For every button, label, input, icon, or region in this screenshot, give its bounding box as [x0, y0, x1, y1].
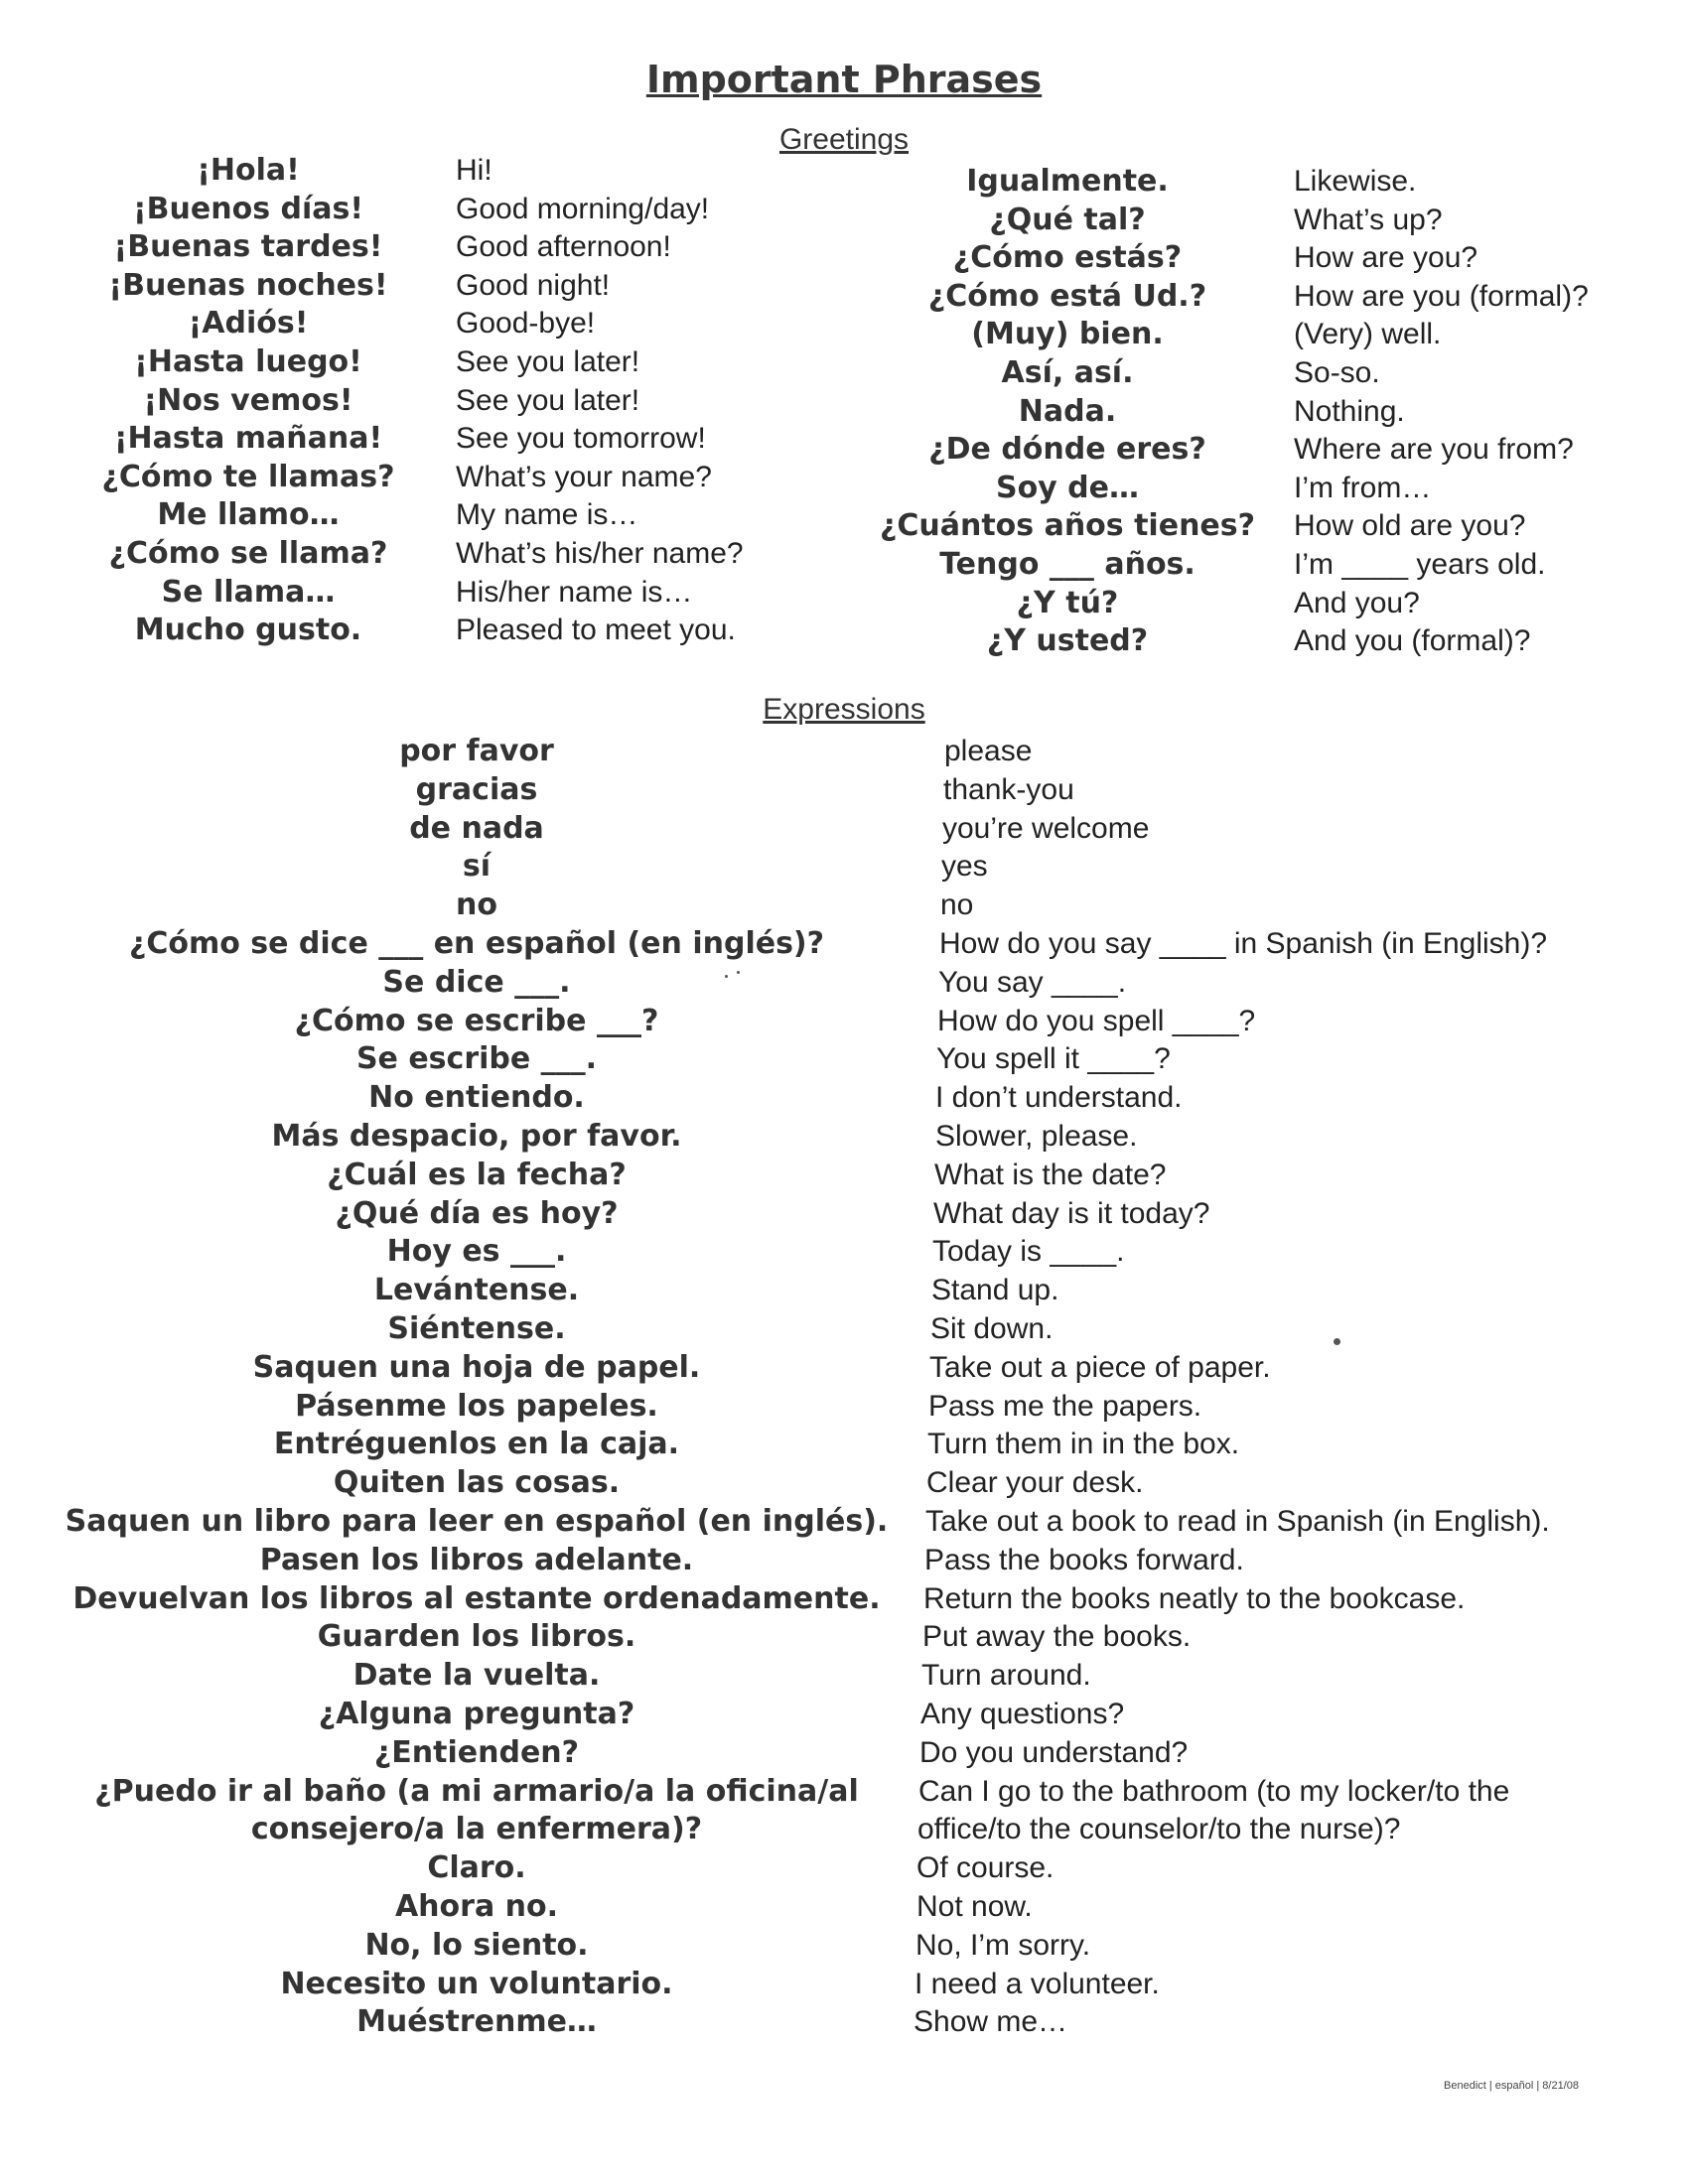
- spanish-phrase: (Muy) bien.: [971, 317, 1164, 352]
- english-translation: What is the date?: [934, 1158, 1167, 1191]
- english-translation: Can I go to the bathroom (to my locker/to the: [918, 1774, 1510, 1808]
- english-translation: Pleased to meet you.: [456, 614, 736, 647]
- spanish-phrase: ¿Alguna pregunta?: [318, 1697, 635, 1731]
- spanish-phrase: ¿Cuántos años tienes?: [879, 508, 1256, 544]
- spanish-phrase: ¿Cómo está Ud.?: [927, 278, 1207, 314]
- spanish-phrase: ¡Buenas tardes!: [113, 229, 383, 265]
- spanish-phrase: No, lo siento.: [364, 1927, 589, 1963]
- english-translation: I don’t understand.: [935, 1081, 1183, 1115]
- english-translation: How do you spell ____?: [937, 1004, 1256, 1037]
- spanish-phrase: ¿Qué día es hoy?: [335, 1195, 619, 1231]
- spanish-phrase: Me llamo…: [157, 497, 340, 533]
- spanish-phrase: Saquen un libro para leer en español (en inglés).: [65, 1504, 889, 1539]
- spanish-phrase: Tengo ___ años.: [939, 547, 1196, 582]
- spanish-phrase: Necesito un voluntario.: [280, 1966, 673, 2001]
- english-translation: His/her name is…: [456, 575, 693, 609]
- spanish-phrase: Guarden los libros.: [317, 1619, 636, 1655]
- english-translation: Show me…: [914, 2005, 1068, 2039]
- english-translation: Not now.: [916, 1890, 1033, 1923]
- spanish-phrase: Devuelvan los libros al estante ordenadamente.: [72, 1580, 881, 1616]
- spanish-phrase: ¿Cómo se escribe ___?: [294, 1003, 659, 1038]
- paper-speck: [725, 975, 728, 978]
- spanish-phrase: ¿Y usted?: [986, 623, 1149, 659]
- spanish-phrase: Claro.: [427, 1850, 526, 1886]
- english-translation: thank-you: [943, 772, 1074, 806]
- english-translation: How old are you?: [1294, 509, 1526, 543]
- english-translation: office/to the counselor/to the nurse)?: [917, 1813, 1401, 1846]
- english-translation: Good night!: [456, 268, 611, 302]
- english-translation: What day is it today?: [933, 1196, 1210, 1230]
- english-translation: Likewise.: [1294, 165, 1417, 198]
- spanish-phrase: sí: [462, 849, 492, 885]
- spanish-phrase: por favor: [399, 734, 554, 768]
- spanish-phrase: ¿Cómo se llama?: [108, 536, 388, 571]
- spanish-phrase: Entréguenlos en la caja.: [273, 1427, 680, 1462]
- spanish-phrase: ¡Hasta luego!: [134, 344, 362, 379]
- spanish-phrase: Pasen los libros adelante.: [259, 1542, 694, 1577]
- spanish-phrase: Levántense.: [373, 1273, 580, 1308]
- english-translation: I need a volunteer.: [914, 1967, 1160, 2000]
- spanish-phrase: No entiendo.: [368, 1080, 585, 1116]
- english-translation: Clear your desk.: [926, 1466, 1144, 1500]
- english-translation: And you (formal)?: [1294, 624, 1531, 658]
- spanish-phrase: de nada: [409, 810, 544, 846]
- spanish-phrase: Así, así.: [1001, 355, 1134, 390]
- spanish-phrase: consejero/a la enfermera)?: [250, 1812, 703, 1847]
- spanish-phrase: ¿Puedo ir al baño (a mi armario/a la oficina/al: [94, 1773, 859, 1809]
- english-translation: Good morning/day!: [456, 192, 710, 225]
- english-translation: Take out a piece of paper.: [929, 1350, 1271, 1384]
- english-translation: See you later!: [456, 383, 640, 417]
- spanish-phrase: ¡Adiós!: [188, 306, 309, 341]
- english-translation: no: [940, 888, 974, 922]
- spanish-phrase: Soy de…: [995, 470, 1140, 505]
- english-translation: Any questions?: [920, 1698, 1125, 1730]
- spanish-phrase: Más despacio, por favor.: [271, 1119, 682, 1154]
- spanish-phrase: ¡Buenos días!: [132, 191, 364, 226]
- spanish-phrase: Saquen una hoja de papel.: [252, 1349, 701, 1385]
- english-translation: please: [944, 735, 1033, 767]
- english-translation: Stand up.: [931, 1274, 1059, 1307]
- english-translation: I’m from…: [1294, 471, 1432, 504]
- english-translation: Return the books neatly to the bookcase.: [923, 1581, 1466, 1615]
- english-translation: How are you (formal)?: [1294, 279, 1589, 313]
- spanish-phrase: Siéntense.: [387, 1311, 566, 1346]
- spanish-phrase: ¿Cómo se dice ___ en español (en inglés)?: [128, 926, 825, 961]
- english-translation: What’s your name?: [456, 460, 712, 493]
- spanish-phrase: Igualmente.: [966, 164, 1169, 199]
- page-title: Important Phrases: [645, 58, 1043, 101]
- english-translation: Sit down.: [930, 1312, 1054, 1345]
- spanish-phrase: ¿Cómo estás?: [952, 240, 1183, 276]
- english-translation: Pass the books forward.: [924, 1543, 1244, 1576]
- spanish-phrase: Mucho gusto.: [134, 613, 362, 648]
- spanish-phrase: Nada.: [1018, 393, 1117, 429]
- english-translation: My name is…: [456, 498, 638, 532]
- english-translation: You spell it ____?: [936, 1042, 1171, 1076]
- spanish-phrase: ¿Y tú?: [1016, 585, 1119, 620]
- spanish-phrase: ¡Hasta mañana!: [113, 421, 383, 457]
- footer-credit: Benedict | español | 8/21/08: [1444, 2080, 1579, 2092]
- english-translation: Where are you from?: [1294, 433, 1574, 467]
- english-translation: Put away the books.: [922, 1620, 1192, 1654]
- spanish-phrase: gracias: [415, 771, 538, 807]
- english-translation: What’s up?: [1294, 203, 1443, 236]
- paper-speck: [737, 971, 740, 974]
- english-translation: You say ____.: [938, 965, 1127, 999]
- spanish-phrase: Se llama…: [161, 574, 336, 610]
- english-translation: (Very) well.: [1294, 318, 1442, 351]
- spanish-phrase: no: [456, 887, 497, 923]
- spanish-phrase: ¡Nos vemos!: [143, 382, 353, 418]
- english-translation: How do you say ____ in Spanish (in English)?: [939, 927, 1548, 960]
- spanish-phrase: Quiten las cosas.: [333, 1465, 621, 1501]
- english-translation: Do you understand?: [919, 1735, 1189, 1769]
- spanish-phrase: ¿Cuál es la fecha?: [327, 1157, 627, 1192]
- english-translation: Turn them in in the box.: [927, 1428, 1240, 1461]
- english-translation: What’s his/her name?: [456, 537, 744, 570]
- english-translation: And you?: [1294, 586, 1420, 619]
- spanish-phrase: ¿De dónde eres?: [928, 432, 1206, 468]
- english-translation: Take out a book to read in Spanish (in English).: [925, 1505, 1550, 1538]
- spanish-phrase: ¿Cómo te llamas?: [101, 459, 395, 494]
- english-translation: See you tomorrow!: [456, 422, 706, 456]
- english-translation: Of course.: [916, 1851, 1055, 1885]
- english-translation: How are you?: [1294, 241, 1478, 275]
- spanish-phrase: Ahora no.: [394, 1889, 559, 1924]
- paper-speck: [1334, 1338, 1340, 1345]
- english-translation: Good afternoon!: [456, 230, 671, 264]
- english-translation: Good-bye!: [456, 307, 596, 341]
- spanish-phrase: ¿Qué tal?: [989, 202, 1146, 237]
- spanish-phrase: Pásenme los papeles.: [295, 1388, 658, 1424]
- english-translation: yes: [941, 850, 988, 884]
- english-translation: So-so.: [1294, 356, 1380, 389]
- english-translation: you’re welcome: [942, 811, 1150, 845]
- expressions-heading: Expressions: [763, 693, 925, 726]
- english-translation: Pass me the papers.: [928, 1389, 1202, 1423]
- english-translation: I’m ____ years old.: [1294, 548, 1546, 581]
- spanish-phrase: Se escribe ___.: [355, 1041, 598, 1077]
- spanish-phrase: ¡Hola!: [197, 153, 300, 188]
- english-translation: Slower, please.: [935, 1120, 1138, 1153]
- greetings-heading: Greetings: [778, 123, 910, 156]
- spanish-phrase: Muéstrenme…: [356, 2004, 597, 2040]
- english-translation: Today is ____.: [932, 1235, 1125, 1269]
- english-translation: Nothing.: [1294, 394, 1405, 428]
- spanish-phrase: ¿Entienden?: [373, 1734, 580, 1770]
- spanish-phrase: Date la vuelta.: [352, 1658, 601, 1694]
- spanish-phrase: Hoy es ___.: [386, 1234, 567, 1270]
- english-translation: Turn around.: [921, 1659, 1091, 1693]
- english-translation: Hi!: [456, 154, 492, 187]
- english-translation: No, I’m sorry.: [915, 1928, 1091, 1962]
- spanish-phrase: ¡Buenas noches!: [108, 267, 388, 303]
- spanish-phrase: Se dice ___.: [382, 964, 571, 1000]
- english-translation: See you later!: [456, 345, 640, 378]
